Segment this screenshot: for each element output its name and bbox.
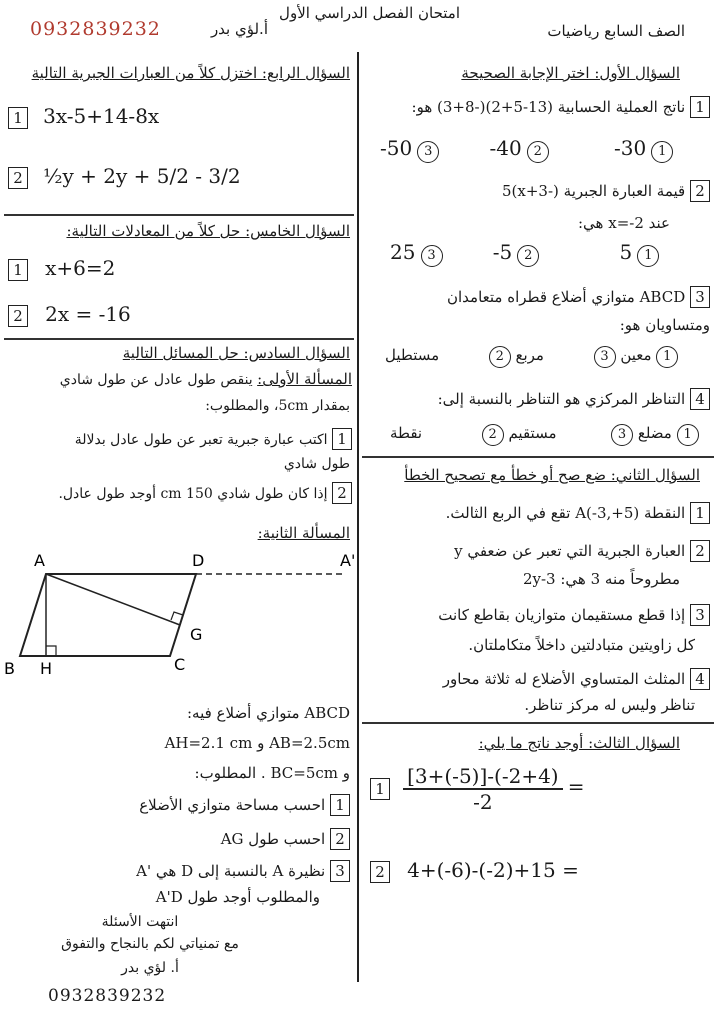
q3-item1	[370, 764, 700, 814]
q3-item1-equals: =	[567, 774, 585, 799]
q5-item2-number: 2	[8, 305, 28, 327]
header-teacher: أ.لؤي بدر	[210, 20, 268, 38]
q1-item2	[380, 180, 710, 202]
q1-item3-line2: ومتساويان هو:	[619, 316, 710, 334]
option-number: 1	[637, 245, 659, 267]
q2-item4-line1: المثلث المتساوي الأضلاع له ثلاثة محاور	[442, 670, 686, 688]
q6-problem2-step1-number: 1	[330, 794, 350, 816]
q2-item1	[380, 502, 710, 524]
q6-problem1-intro	[4, 370, 352, 388]
q5-item1-number: 1	[8, 259, 28, 281]
column-divider	[357, 52, 359, 982]
divider	[362, 456, 714, 458]
option-value: معين	[620, 346, 652, 364]
footer-teacher: أ. لؤي بدر	[121, 960, 179, 976]
q3-item2-expr: 4+(-6)-(-2)+15 =	[407, 858, 579, 882]
footer-end: انتهت الأسئلة	[101, 914, 179, 930]
q2-item2-line2: مطروحاً منه 3 هي: 3-2y	[522, 570, 680, 588]
q1-item3-line1: ABCD متوازي أضلاع قطراه متعامدان	[447, 288, 686, 306]
option-value: -30	[614, 136, 647, 160]
q4-item2	[8, 164, 348, 189]
option-number: 2	[482, 424, 504, 446]
option-number: 2	[489, 346, 511, 368]
q2-item4-number: 4	[690, 668, 710, 690]
option-number: 3	[611, 424, 633, 446]
q6-problem1-step2-text: إذا كان طول شادي 150 cm أوجد طول عادل.	[58, 486, 328, 502]
header-phone: 0932839232	[30, 18, 161, 40]
q1-item1-number: 1	[690, 96, 710, 118]
q3-item1-denominator: -2	[473, 790, 493, 814]
q2-item3-number: 3	[690, 604, 710, 626]
divider	[4, 214, 354, 216]
q5-item1	[8, 256, 348, 281]
q1-item3-options	[385, 346, 705, 368]
q4-item2-expr: ½y + 2y + 5/2 - 3/2	[43, 164, 241, 188]
right-angle-h	[46, 646, 56, 656]
option-value: مستقيم	[508, 424, 557, 442]
q5-item2-expr: 2x = -16	[45, 302, 131, 326]
q6-problem2-step3-line2: والمطلوب أوجد طول A'D	[155, 888, 320, 906]
q2-item3	[375, 604, 710, 626]
q5-item1-expr: x+6=2	[45, 256, 116, 280]
q2-item3-line2: كل زاويتين متبادلتين داخلاً متكاملتان.	[468, 636, 695, 654]
q6-problem2-step1-text: احسب مساحة متوازي الأضلاع	[139, 796, 326, 814]
q4-item2-number: 2	[8, 167, 28, 189]
q1-item4	[370, 388, 710, 410]
q3-item2-number: 2	[370, 861, 390, 883]
q1-item2-line1: قيمة العبارة الجبرية (-x+3)5	[501, 182, 686, 200]
option-value: مستطيل	[385, 346, 440, 364]
q1-title: السؤال الأول: اختر الإجابة الصحيحة	[461, 64, 680, 82]
parallelogram-figure	[0, 548, 358, 688]
q4-item1-number: 1	[8, 107, 28, 129]
option-number: 3	[421, 245, 443, 267]
q1-item1	[368, 96, 710, 118]
q6-problem2-given1: ABCD متوازي أضلاع فيه:	[186, 704, 350, 722]
label-a-prime: A'	[340, 551, 356, 570]
q4-item1	[8, 104, 348, 129]
q6-problem2-step2-text: احسب طول AG	[220, 830, 326, 848]
q1-item2-number: 2	[690, 180, 710, 202]
q3-item1-number: 1	[370, 778, 390, 800]
q1-item4-options	[390, 424, 710, 446]
option-value: نقطة	[390, 424, 423, 442]
q6-problem2-given2: AB=2.5cm و AH=2.1 cm	[164, 734, 350, 752]
q1-item3-number: 3	[690, 286, 710, 308]
q6-title: السؤال السادس: حل المسائل التالية	[122, 344, 350, 362]
option-number: 3	[594, 346, 616, 368]
option-number: 2	[527, 141, 549, 163]
q3-title: السؤال الثالث: أوجد ناتج ما يلي:	[478, 734, 680, 752]
q2-item1-number: 1	[690, 502, 710, 524]
q1-item3	[380, 286, 710, 308]
q2-item3-line1: إذا قطع مستقيمان متوازيان بقاطع كانت	[438, 606, 686, 624]
option-value: -5	[492, 240, 513, 264]
label-d: D	[192, 551, 205, 570]
q6-problem1-step2	[4, 482, 352, 504]
option-number: 1	[677, 424, 699, 446]
q3-item1-numerator: [3+(-5)]-(-2+4)	[403, 764, 563, 790]
q2-item2-line1: العبارة الجبرية التي تعبر عن ضعفي y	[454, 542, 686, 560]
option-value: 5	[619, 240, 633, 264]
label-g: G	[190, 625, 203, 644]
q6-problem2-step2-number: 2	[330, 828, 350, 850]
header-title: امتحان الفصل الدراسي الأول	[279, 4, 460, 22]
label-h: H	[40, 659, 53, 678]
q6-problem1-step1-line2: طول شادي	[283, 456, 350, 472]
q6-problem2-step2	[120, 828, 350, 850]
q5-title: السؤال الخامس: حل كلاً من المعادلات التالية:	[66, 222, 350, 240]
footer-phone: 0932839232	[48, 986, 167, 1006]
option-value: مضلع	[637, 424, 672, 442]
q2-item2-number: 2	[690, 540, 710, 562]
q1-item1-options	[380, 136, 710, 163]
q1-item2-line2: عند x=-2 هي:	[578, 214, 670, 232]
q4-item1-expr: 3x-5+14-8x	[43, 104, 160, 128]
q6-problem1-line1: ينقص طول عادل عن طول شادي	[59, 372, 253, 388]
option-number: 2	[517, 245, 539, 267]
q6-problem1-step1-number: 1	[332, 428, 352, 450]
q6-problem1-step1	[8, 428, 352, 450]
header-grade: الصف السابع رياضيات	[547, 22, 685, 40]
q2-item4	[375, 668, 710, 690]
q6-problem2-step3-number: 3	[330, 860, 350, 882]
option-number: 1	[656, 346, 678, 368]
label-b: B	[4, 659, 15, 678]
q6-problem2-given3: و BC=5cm . المطلوب:	[194, 764, 350, 782]
option-value: -40	[489, 136, 522, 160]
q6-problem2-step3-text: نظيرة A بالنسبة إلى D هي 'A	[136, 862, 326, 880]
q5-item2	[8, 302, 348, 327]
q6-problem2-step3	[40, 860, 350, 882]
q2-title: السؤال الثاني: ضع صح أو خطأ مع تصحيح الخطأ	[404, 466, 700, 484]
option-value: مربع	[515, 346, 544, 364]
option-number: 3	[417, 141, 439, 163]
q6-problem2-step1	[60, 794, 350, 816]
q6-problem2-title: المسألة الثانية:	[257, 524, 350, 542]
q6-problem1-title: المسألة الأولى:	[257, 370, 352, 388]
label-c: C	[174, 655, 186, 674]
segment-ag	[46, 574, 180, 625]
option-value: 25	[390, 240, 416, 264]
q1-item4-number: 4	[690, 388, 710, 410]
label-a: A	[34, 551, 45, 570]
option-value: -50	[380, 136, 413, 160]
q2-item1-text: النقطة A(-3,+5) تقع في الربع الثالث.	[445, 504, 686, 522]
footer-wish: مع تمنياتي لكم بالنجاح والتفوق	[61, 936, 239, 952]
q1-item4-text: التناظر المركزي هو التناظر بالنسبة إلى:	[437, 390, 686, 408]
q2-item4-line2: تناظر وليس له مركز تناظر.	[524, 696, 695, 714]
q6-problem1-step2-number: 2	[332, 482, 352, 504]
q6-problem1-line2: بمقدار 5cm، والمطلوب:	[205, 398, 350, 414]
q1-item1-text: ناتج العملية الحسابية (13-5+2)(-8+3) هو:	[411, 98, 686, 116]
q6-problem1-step1-text: اكتب عبارة جبرية تعبر عن طول عادل بدلالة	[74, 432, 328, 448]
q2-item2	[380, 540, 710, 562]
divider	[362, 722, 714, 724]
option-number: 1	[651, 141, 673, 163]
divider	[4, 338, 354, 340]
q4-title: السؤال الرابع: اختزل كلاً من العبارات الجبرية التالية	[31, 64, 350, 82]
q1-item2-options	[390, 240, 710, 267]
q3-item2	[370, 858, 700, 883]
